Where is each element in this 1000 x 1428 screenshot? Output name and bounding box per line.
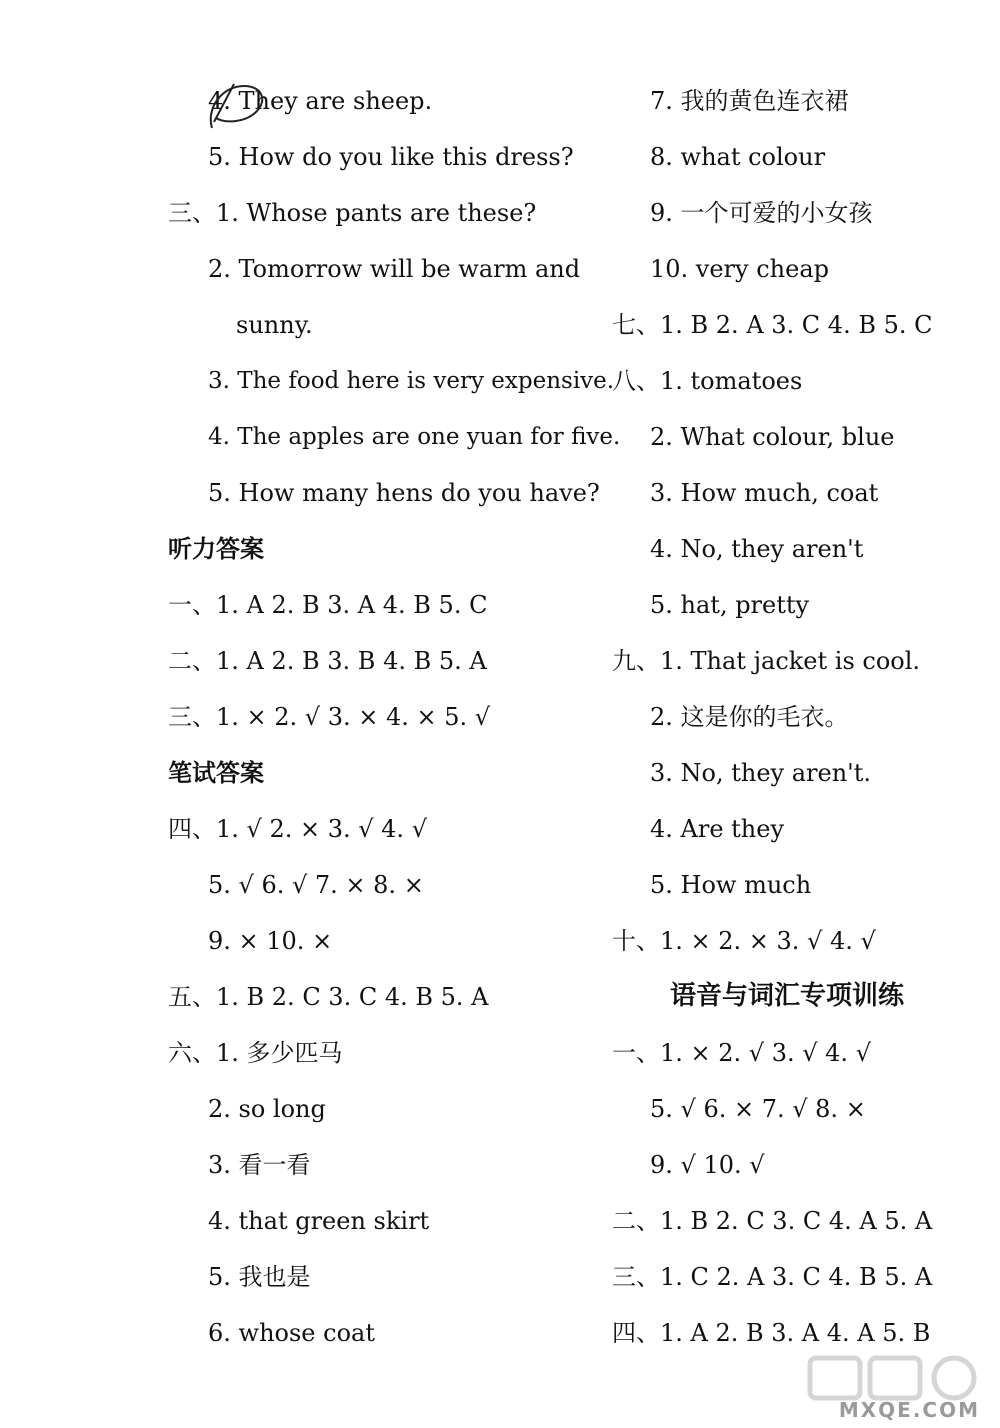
right-line-2: 8. what colour	[650, 143, 826, 171]
section-heading-written: 笔试答案	[168, 759, 264, 787]
right-line-5: 七、1. B 2. A 3. C 4. B 5. C	[612, 311, 933, 339]
right-line-14: 4. Are they	[650, 815, 785, 843]
right-line-7: 2. What colour, blue	[650, 423, 895, 451]
right-line-22: 三、1. C 2. A 3. C 4. B 5. A	[612, 1263, 933, 1291]
section-title-phonics-vocab: 语音与词汇专项训练	[670, 981, 905, 1011]
left-line-20: 3. 看一看	[208, 1151, 311, 1179]
left-line-1: 4. They are sheep.	[208, 87, 433, 115]
right-line-11: 九、1. That jacket is cool.	[612, 647, 921, 675]
section-heading-listening: 听力答案	[168, 535, 264, 563]
right-line-21: 二、1. B 2. C 3. C 4. A 5. A	[612, 1207, 933, 1235]
right-line-18: 一、1. × 2. √ 3. √ 4. √	[612, 1039, 871, 1067]
left-line-18: 六、1. 多少匹马	[168, 1039, 343, 1067]
left-line-14: 四、1. √ 2. × 3. √ 4. √	[168, 815, 427, 843]
watermark-text: MXQE.COM	[838, 1398, 980, 1422]
right-line-9: 4. No, they aren't	[650, 535, 864, 563]
left-line-11: 二、1. A 2. B 3. B 4. B 5. A	[168, 647, 487, 675]
right-line-23: 四、1. A 2. B 3. A 4. A 5. B	[612, 1319, 931, 1347]
left-line-7: 4. The apples are one yuan for five.	[208, 424, 621, 450]
right-line-1: 7. 我的黄色连衣裙	[650, 87, 849, 115]
right-line-10: 5. hat, pretty	[650, 591, 810, 619]
left-line-17: 五、1. B 2. C 3. C 4. B 5. A	[168, 983, 489, 1011]
right-line-20: 9. √ 10. √	[650, 1151, 765, 1179]
left-line-5: sunny.	[236, 311, 313, 339]
stamp-mark-icon	[204, 78, 274, 138]
right-line-13: 3. No, they aren't.	[650, 759, 872, 787]
right-line-15: 5. How much	[650, 871, 812, 899]
right-line-6: 八、1. tomatoes	[612, 367, 803, 395]
right-line-4: 10. very cheap	[650, 255, 829, 283]
left-line-4: 2. Tomorrow will be warm and	[208, 255, 581, 283]
right-line-8: 3. How much, coat	[650, 479, 879, 507]
left-line-22: 5. 我也是	[208, 1263, 311, 1291]
left-line-3: 三、1. Whose pants are these?	[168, 199, 537, 227]
right-line-16: 十、1. × 2. × 3. √ 4. √	[612, 927, 876, 955]
left-line-19: 2. so long	[208, 1095, 326, 1123]
left-line-23: 6. whose coat	[208, 1319, 375, 1347]
right-line-12: 2. 这是你的毛衣。	[650, 703, 849, 731]
left-line-12: 三、1. × 2. √ 3. × 4. × 5. √	[168, 703, 491, 731]
left-line-6: 3. The food here is very expensive.	[208, 368, 615, 394]
left-line-2: 5. How do you like this dress?	[208, 143, 574, 171]
right-line-3: 9. 一个可爱的小女孩	[650, 199, 873, 227]
left-line-16: 9. × 10. ×	[208, 927, 333, 955]
left-line-10: 一、1. A 2. B 3. A 4. B 5. C	[168, 591, 488, 619]
left-line-8: 5. How many hens do you have?	[208, 479, 600, 507]
left-line-21: 4. that green skirt	[208, 1207, 430, 1235]
right-line-19: 5. √ 6. × 7. √ 8. ×	[650, 1095, 866, 1123]
left-line-15: 5. √ 6. √ 7. × 8. ×	[208, 871, 424, 899]
